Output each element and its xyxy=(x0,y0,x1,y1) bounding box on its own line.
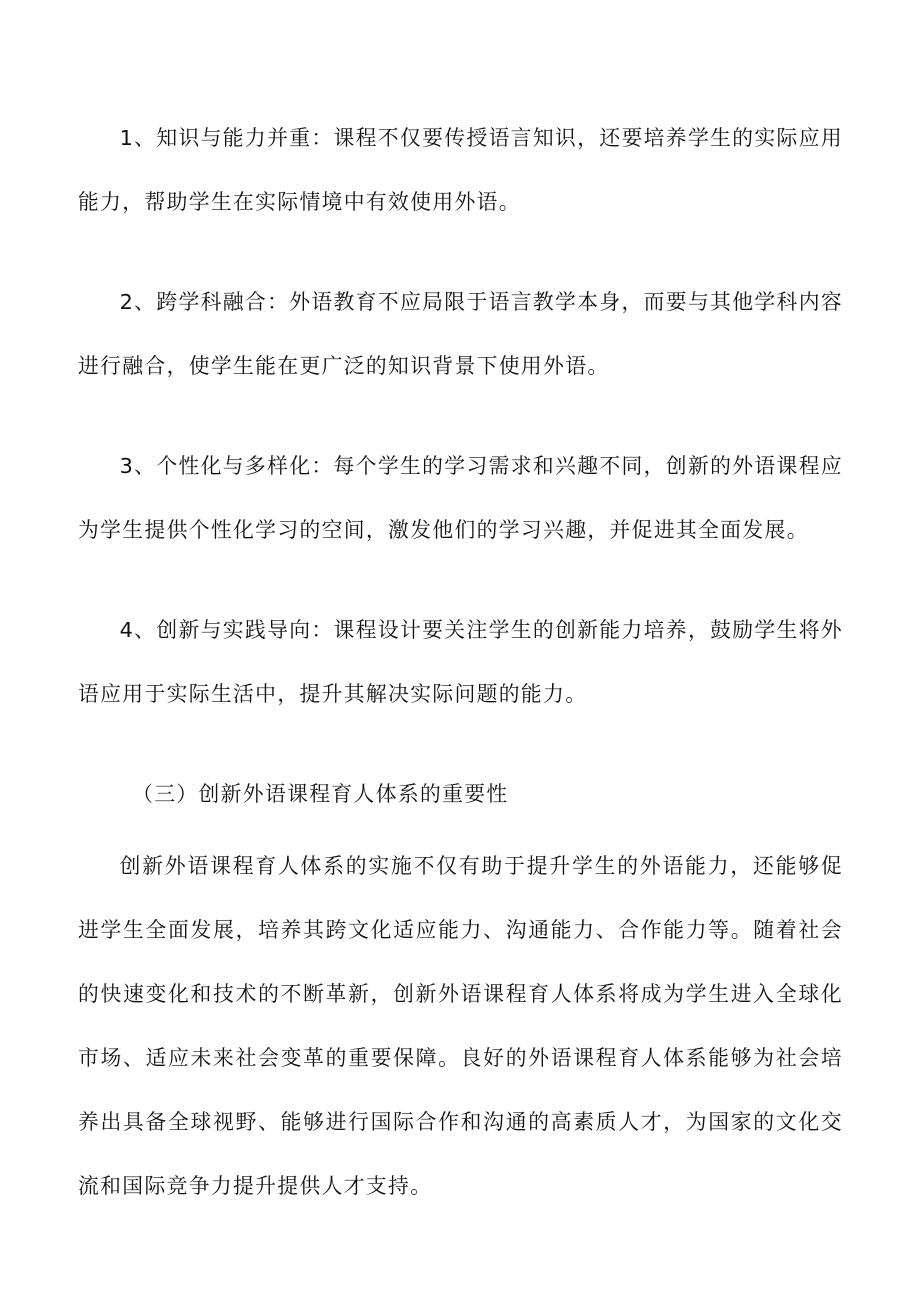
principle-item-2: 2、跨学科融合：外语教育不应局限于语言教学本身，而要与其他学科内容进行融合，使学生能在更广泛的知识背景下使用外语。 xyxy=(78,290,843,378)
principle-item-3: 3、个性化与多样化：每个学生的学习需求和兴趣不同，创新的外语课程应为学生提供个性化学习的空间，激发他们的学习兴趣，并促进其全面发展。 xyxy=(78,454,843,542)
principle-item-1: 1、知识与能力并重：课程不仅要传授语言知识，还要培养学生的实际应用能力，帮助学生在实际情境中有效使用外语。 xyxy=(78,126,843,214)
section-heading: （三）创新外语课程育人体系的重要性 xyxy=(132,782,509,806)
principle-item-4: 4、创新与实践导向：课程设计要关注学生的创新能力培养，鼓励学生将外语应用于实际生活中，提升其解决实际问题的能力。 xyxy=(78,618,843,706)
body-paragraph: 创新外语课程育人体系的实施不仅有助于提升学生的外语能力，还能够促进学生全面发展，培养其跨文化适应能力、沟通能力、合作能力等。随着社会的快速变化和技术的不断革新，创新外语课程育人体系将成为学生进入全球化市场、适应未来社会变革的重要保障。良好的外语课程育人体系能够为社会培养出具备全球视野、能够进行国际合作和沟通的高素质人才，为国家的文化交流和国际竞争力提升提供人才支持。 xyxy=(78,854,843,1198)
document-content xyxy=(78,106,843,1218)
